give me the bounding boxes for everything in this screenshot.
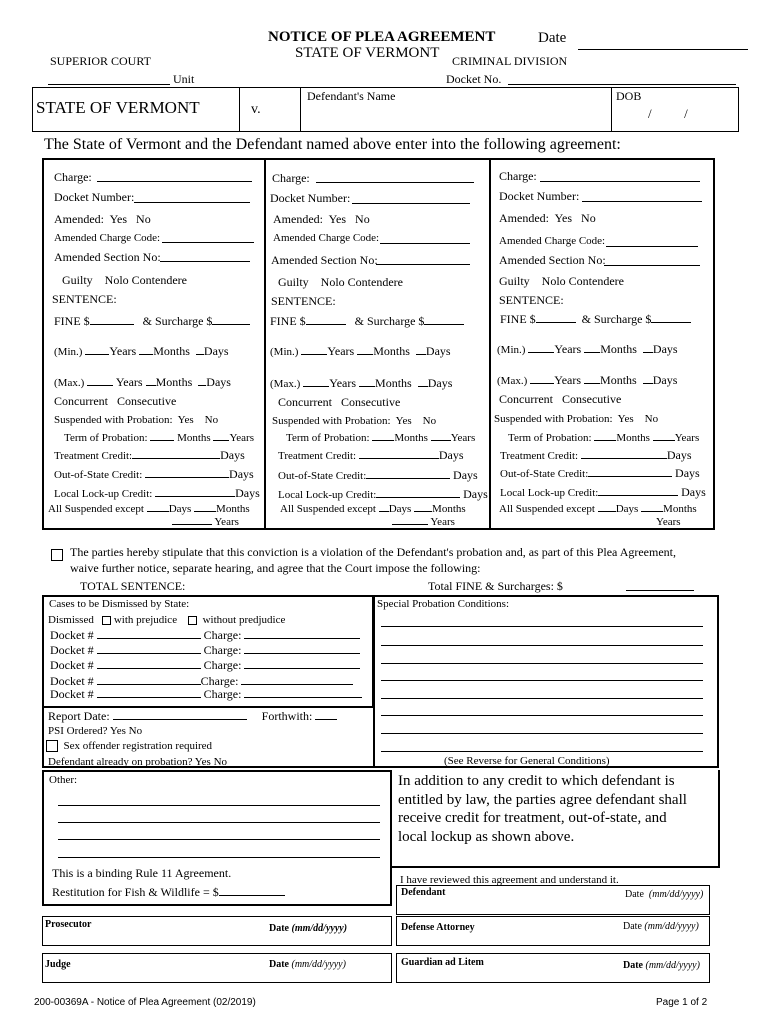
concurrent-row: Concurrent Consecutive bbox=[499, 392, 622, 406]
max-row: (Max.) Years Months Days bbox=[54, 375, 231, 389]
probation-violation-checkbox[interactable] bbox=[51, 546, 63, 564]
dismissed-docket-row: Docket # Charge: bbox=[50, 643, 360, 658]
other-label: Other: bbox=[49, 774, 78, 786]
all-suspended-row: All Suspended except Days Months bbox=[499, 503, 697, 515]
dismissed-docket-row: Docket # Charge: bbox=[50, 628, 360, 643]
sentence-label: SENTENCE: bbox=[52, 292, 117, 306]
binding-agreement: This is a binding Rule 11 Agreement. bbox=[52, 866, 232, 880]
sex-offender-checkbox[interactable] bbox=[46, 740, 58, 752]
state-heading: STATE OF VERMONT bbox=[295, 45, 440, 61]
report-date-row: Report Date: Forthwith: bbox=[48, 709, 337, 724]
see-reverse-note: (See Reverse for General Conditions) bbox=[444, 755, 610, 767]
amended-label: Amended: Yes No bbox=[273, 212, 370, 226]
form-id: 200-00369A - Notice of Plea Agreement (02/2019) bbox=[34, 997, 256, 1008]
caption-divider-2 bbox=[300, 87, 301, 132]
credit-right-border bbox=[718, 770, 720, 867]
charge-field[interactable] bbox=[540, 181, 700, 182]
special-condition-line[interactable] bbox=[381, 626, 703, 627]
other-line[interactable] bbox=[58, 857, 380, 858]
charge-label: Charge: bbox=[272, 171, 310, 185]
max-row: (Max.) Years Months Days bbox=[270, 376, 453, 390]
dismissed-options: Dismissed with prejudice without predjudice bbox=[48, 614, 286, 626]
dismissed-docket-row: Docket # Charge: bbox=[50, 674, 353, 689]
plea-options: Guilty Nolo Contendere bbox=[62, 273, 187, 287]
caption-versus: v. bbox=[251, 102, 261, 117]
prosecutor-label: Prosecutor bbox=[45, 919, 92, 930]
out-of-state-row: Out-of-State Credit: Days bbox=[500, 466, 700, 480]
court-label: SUPERIOR COURT bbox=[50, 54, 151, 68]
caption-state: STATE OF VERMONT bbox=[36, 98, 200, 117]
charges-divider-1 bbox=[264, 160, 266, 528]
credit-statement: In addition to any credit to which defendant is entitled by law, the parties agree defendant shall receive credit for treatment, out-of-state, and local lockup as shown above. bbox=[398, 773, 687, 845]
plea-options: Guilty Nolo Contendere bbox=[499, 274, 624, 288]
docket-number-label: Docket Number: bbox=[54, 190, 135, 204]
concurrent-row: Concurrent Consecutive bbox=[278, 395, 401, 409]
docket-number-label: Docket Number: bbox=[499, 189, 580, 203]
with-prejudice-checkbox[interactable] bbox=[102, 616, 111, 625]
max-row: (Max.) Years Months Days bbox=[497, 373, 678, 387]
caption-divider-1 bbox=[239, 87, 240, 132]
out-of-state-row: Out-of-State Credit: Days bbox=[54, 467, 254, 481]
charge-label: Charge: bbox=[54, 170, 92, 184]
division-label: CRIMINAL DIVISION bbox=[452, 54, 568, 68]
out-of-state-row: Out-of-State Credit: Days bbox=[278, 468, 478, 482]
amended-label: Amended: Yes No bbox=[499, 211, 596, 225]
all-suspended-years: Years bbox=[392, 516, 455, 528]
all-suspended-row: All Suspended except Days Months bbox=[48, 503, 250, 515]
other-line[interactable] bbox=[58, 839, 380, 840]
all-suspended-years: Years bbox=[656, 516, 681, 528]
date-label: Date (mm/dd/yyyy) bbox=[269, 959, 346, 970]
term-row: Term of Probation: Months Years bbox=[64, 432, 254, 444]
min-row: (Min.) Years Months Days bbox=[270, 344, 451, 358]
amended-section-field[interactable] bbox=[376, 264, 470, 265]
probation-violation-line2: waive further notice, separate hearing, and agree that the Court impose the following: bbox=[70, 561, 481, 575]
docket-label: Docket No. bbox=[446, 72, 502, 86]
guardian-signature-box[interactable] bbox=[396, 953, 710, 983]
amended-label: Amended: Yes No bbox=[54, 212, 151, 226]
special-condition-line[interactable] bbox=[381, 645, 703, 646]
lockup-row: Local Lock-up Credit: Days bbox=[500, 485, 706, 499]
suspended-row: Suspended with Probation: Yes No bbox=[494, 413, 659, 425]
lockup-row: Local Lock-up Credit: Days bbox=[54, 486, 260, 500]
special-condition-line[interactable] bbox=[381, 715, 703, 716]
already-on-probation: Defendant already on probation? Yes No bbox=[48, 756, 228, 768]
sentence-label: SENTENCE: bbox=[271, 294, 336, 308]
defense-attorney-label: Defense Attorney bbox=[401, 922, 475, 933]
total-fine-field[interactable] bbox=[626, 590, 694, 591]
lockup-row: Local Lock-up Credit: Days bbox=[278, 487, 488, 501]
term-row: Term of Probation: Months Years bbox=[508, 432, 700, 444]
date-label: Date (mm/dd/yyyy) bbox=[623, 960, 700, 971]
total-sentence-label: TOTAL SENTENCE: bbox=[80, 579, 186, 593]
dismissed-title: Cases to be Dismissed by State: bbox=[49, 598, 190, 610]
docket-number-field[interactable] bbox=[134, 202, 250, 203]
term-row: Term of Probation: Months Years bbox=[286, 432, 476, 444]
min-row: (Min.) Years Months Days bbox=[54, 344, 229, 358]
dismissed-docket-row: Docket # Charge: bbox=[50, 687, 362, 702]
fine-row: FINE $ & Surcharge $ bbox=[500, 312, 691, 327]
defendant-label: Defendant bbox=[401, 887, 446, 898]
all-suspended-row: All Suspended except Days Months bbox=[280, 503, 466, 515]
credit-bottom-border bbox=[392, 866, 720, 868]
treatment-row: Treatment Credit: Days bbox=[54, 448, 245, 462]
restitution-row: Restitution for Fish & Wildlife = $ bbox=[52, 885, 285, 900]
special-condition-line[interactable] bbox=[381, 751, 703, 752]
docket-number-label: Docket Number: bbox=[270, 191, 351, 205]
judge-signature-box[interactable] bbox=[42, 953, 392, 983]
date-label: Date bbox=[538, 30, 567, 46]
amended-section-field[interactable] bbox=[160, 261, 250, 262]
special-condition-line[interactable] bbox=[381, 698, 703, 699]
other-line[interactable] bbox=[58, 822, 380, 823]
date-field[interactable] bbox=[578, 49, 748, 50]
charge-label: Charge: bbox=[499, 169, 537, 183]
treatment-row: Treatment Credit: Days bbox=[500, 448, 692, 462]
dob-field[interactable]: / / bbox=[648, 106, 688, 121]
dismissed-docket-row: Docket # Charge: bbox=[50, 658, 360, 673]
unit-label: Unit bbox=[173, 72, 195, 86]
all-suspended-years: Years bbox=[172, 516, 239, 528]
fine-row: FINE $ & Surcharge $ bbox=[270, 314, 464, 329]
prosecutor-signature-box[interactable] bbox=[42, 916, 392, 946]
total-fine-label: Total FINE & Surcharges: $ bbox=[428, 579, 563, 593]
date-label: Date (mm/dd/yyyy) bbox=[625, 889, 704, 900]
suspended-row: Suspended with Probation: Yes No bbox=[54, 414, 219, 426]
psi-ordered: PSI Ordered? Yes No bbox=[48, 725, 143, 737]
without-prejudice-checkbox[interactable] bbox=[188, 616, 197, 625]
suspended-row: Suspended with Probation: Yes No bbox=[272, 415, 437, 427]
fine-row: FINE $ & Surcharge $ bbox=[54, 314, 250, 329]
date-label: Date (mm/dd/yyyy) bbox=[269, 923, 348, 934]
intro-text: The State of Vermont and the Defendant named above enter into the following agreement: bbox=[44, 136, 621, 153]
charge-field[interactable] bbox=[316, 182, 474, 183]
docket-number-field[interactable] bbox=[352, 203, 470, 204]
dob-label: DOB bbox=[616, 89, 642, 103]
reviewed-statement: I have reviewed this agreement and understand it. bbox=[400, 874, 619, 886]
caption-divider-3 bbox=[611, 87, 612, 132]
judge-label: Judge bbox=[45, 959, 71, 970]
min-row: (Min.) Years Months Days bbox=[497, 342, 678, 356]
amended-charge-code-label: Amended Charge Code: bbox=[499, 235, 606, 247]
defendant-name-label: Defendant's Name bbox=[307, 89, 396, 103]
guardian-label: Guardian ad Litem bbox=[401, 957, 484, 968]
date-label: Date (mm/dd/yyyy) bbox=[623, 921, 699, 932]
treatment-row: Treatment Credit: Days bbox=[278, 448, 464, 462]
other-line[interactable] bbox=[58, 805, 380, 806]
dismissal-divider bbox=[373, 597, 375, 767]
form-title: NOTICE OF PLEA AGREEMENT bbox=[268, 29, 496, 45]
concurrent-row: Concurrent Consecutive bbox=[54, 394, 177, 408]
unit-field[interactable] bbox=[48, 84, 170, 85]
docket-field[interactable] bbox=[508, 84, 736, 85]
docket-number-field[interactable] bbox=[582, 201, 702, 202]
amended-section-label: Amended Section No: bbox=[271, 253, 378, 267]
special-condition-line[interactable] bbox=[381, 733, 703, 734]
plea-options: Guilty Nolo Contendere bbox=[278, 275, 403, 289]
amended-charge-code-label: Amended Charge Code: bbox=[273, 232, 380, 244]
sentence-label: SENTENCE: bbox=[499, 293, 564, 307]
amended-section-label: Amended Section No: bbox=[54, 250, 161, 264]
special-condition-line[interactable] bbox=[381, 680, 703, 681]
charge-field[interactable] bbox=[97, 181, 252, 182]
amended-charge-code-field[interactable] bbox=[606, 246, 698, 247]
special-condition-line[interactable] bbox=[381, 663, 703, 664]
probation-violation-line1: The parties hereby stipulate that this conviction is a violation of the Defendant's probation and, as part of this Plea Agreement, bbox=[70, 545, 676, 559]
amended-charge-code-field[interactable] bbox=[162, 242, 254, 243]
special-conditions-title: Special Probation Conditions: bbox=[377, 598, 509, 610]
defense-attorney-signature-box[interactable] bbox=[396, 916, 710, 946]
sex-offender-row: Sex offender registration required bbox=[46, 740, 212, 752]
page-number: Page 1 of 2 bbox=[656, 997, 708, 1008]
defendant-signature-box[interactable] bbox=[396, 885, 710, 915]
amended-charge-code-field[interactable] bbox=[380, 243, 470, 244]
charges-divider-2 bbox=[489, 160, 491, 528]
amended-charge-code-label: Amended Charge Code: bbox=[54, 232, 161, 244]
amended-section-label: Amended Section No: bbox=[499, 253, 606, 267]
amended-section-field[interactable] bbox=[604, 265, 700, 266]
